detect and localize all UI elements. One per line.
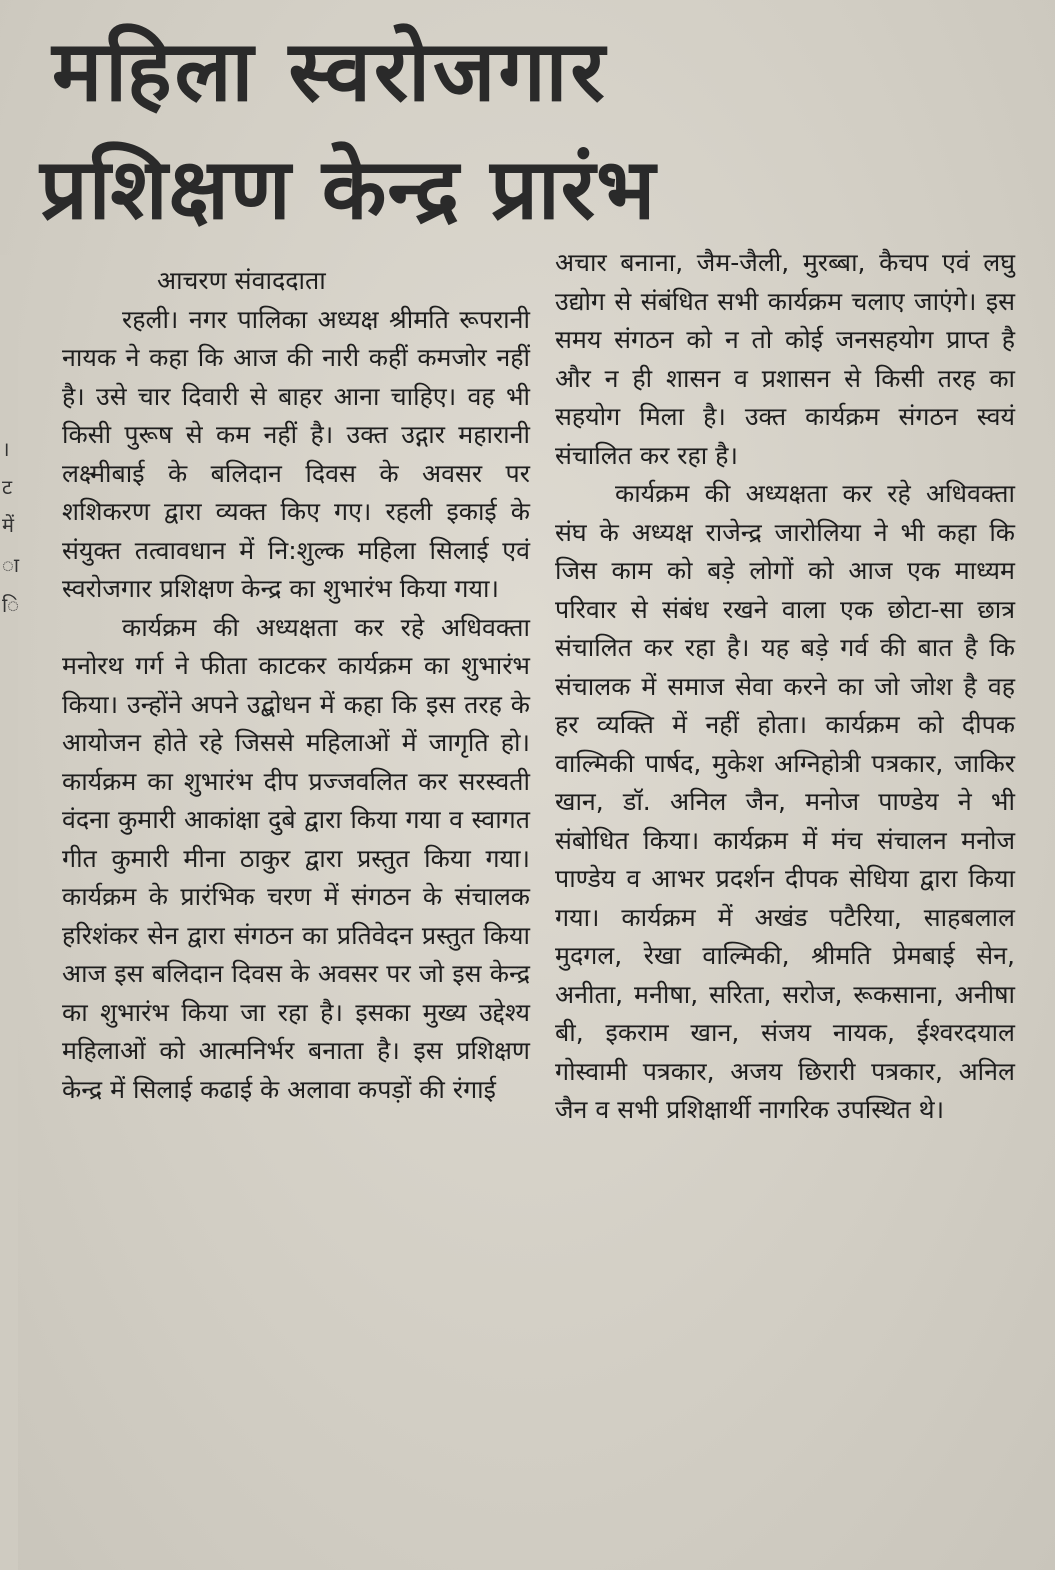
margin-fragment: ा bbox=[2, 553, 20, 577]
headline-line-1: महिला स्वरोजगार bbox=[52, 22, 608, 120]
byline: आचरण संवाददाता bbox=[157, 266, 326, 295]
margin-fragment: । bbox=[2, 437, 10, 461]
article-column-left bbox=[62, 262, 530, 1109]
margin-fragment: में bbox=[2, 513, 14, 537]
article-column-right bbox=[555, 244, 1015, 1130]
paragraph: अचार बनाना, जैम-जैली, मुरब्बा, कैचप एवं लघु उद्योग से संबंधित सभी कार्यक्रम चलाए जाएंगे। इस समय संगठन को न तो कोई जनसहयोग प्राप्त है और न ही शासन व प्रशासन से किसी तरह का सहयोग मिला है। उक्त कार्यक्रम संगठन स्वयं संचालित कर रहा है। bbox=[555, 248, 1015, 470]
adjacent-column-fragment bbox=[0, 255, 18, 1570]
paragraph: कार्यक्रम की अध्यक्षता कर रहे अधिवक्ता मनोरथ गर्ग ने फीता काटकर कार्यक्रम का शुभारंभ किया। उन्होंने अपने उद्बोधन में कहा कि इस तरह के आयोजन होते रहे जिससे महिलाओं में जागृति हो। कार्यक्रम का शुभारंभ दीप प्रज्जवलित कर सरस्वती वंदना कुमारी आकांक्षा दुबे द्वारा किया गया व स्वागत गीत कुमारी मीना ठाकुर द्वारा प्रस्तुत किया गया। कार्यक्रम के प्रारंभिक चरण में संगठन के संचालक हरिशंकर सेन द्वारा संगठन का प्रतिवेदन प्रस्तुत किया आज इस बलिदान दिवस के अवसर पर जो इस केन्द्र का शुभारंभ किया जा रहा है। इसका मुख्य उद्देश्य महिलाओं को आत्मनिर्भर बनाता है। इस प्रशिक्षण केन्द्र में सिलाई कढाई के अलावा कपड़ों की रंगाई bbox=[62, 612, 530, 1104]
margin-fragment: ि bbox=[2, 593, 20, 617]
paragraph: रहली। नगर पालिका अध्यक्ष श्रीमति रूपरानी नायक ने कहा कि आज की नारी कहीं कमजोर नहीं है। उसे चार दिवारी से बाहर आना चाहिए। वह भी किसी पुरूष से कम नहीं है। उक्त उद्गार महारानी लक्ष्मीबाई के बलिदान दिवस के अवसर पर शशिकरण द्वारा व्यक्त किए गए। रहली इकाई के संयुक्त तत्वावधान में नि:शुल्क महिला सिलाई एवं स्वरोजगार प्रशिक्षण केन्द्र का शुभारंभ किया गया। bbox=[62, 304, 530, 603]
article-headline bbox=[40, 12, 1030, 248]
margin-fragment: ट bbox=[2, 475, 13, 499]
paragraph: कार्यक्रम की अध्यक्षता कर रहे अधिवक्ता संघ के अध्यक्ष राजेन्द्र जारोलिया ने भी कहा कि जिस काम को बड़े लोगों को आज एक माध्यम परिवार से संबंध रखने वाला एक छोटा-सा छात्र संचालित कर रहा है। यह बड़े गर्व की बात है कि संचालक में समाज सेवा करने का जो जोश है वह हर व्यक्ति में नहीं होता। कार्यक्रम को दीपक वाल्मिकी पार्षद, मुकेश अग्निहोत्री पत्रकार, जाकिर खान, डॉ. अनिल जैन, मनोज पाण्डेय ने भी संबोधित किया। कार्यक्रम में मंच संचालन मनोज पाण्डेय व आभर प्रदर्शन दीपक सेधिया द्वारा किया गया। कार्यक्रम में अखंड पटैरिया, साहबलाल मुदगल, रेखा वाल्मिकी, श्रीमति प्रेमबाई सेन, अनीता, मनीषा, सरिता, सरोज, रूकसाना, अनीषा बी, इकराम खान, संजय नायक, ईश्वरदयाल गोस्वामी पत्रकार, अजय छिरारी पत्रकार, अनिल जैन व सभी प्रशिक्षार्थी नागरिक उपस्थित थे। bbox=[555, 479, 1015, 1124]
headline-line-2: प्रशिक्षण केन्द्र प्रारंभ bbox=[40, 140, 657, 238]
